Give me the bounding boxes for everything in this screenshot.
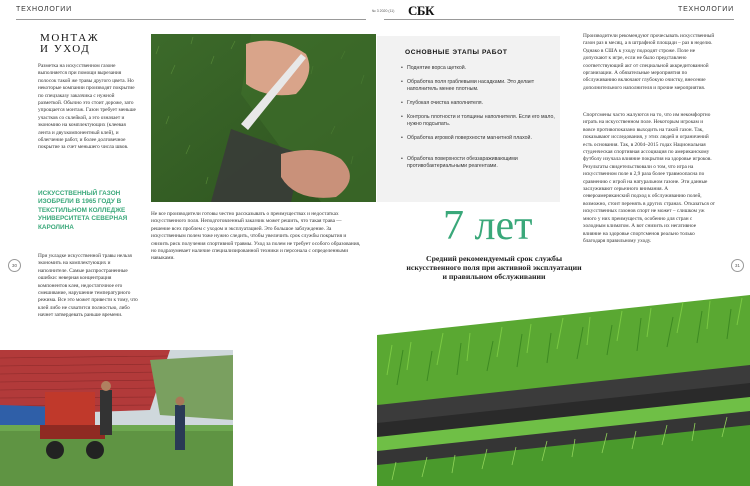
magazine-logo: СБК bbox=[408, 3, 434, 18]
title-line-1: МОНТАЖ bbox=[40, 32, 100, 44]
issue-label: № 3 2020 (11) bbox=[372, 9, 395, 13]
intro-paragraph: Разметка на искусственном газоне выполняется при помощи вырезания полосок такой же травы другого цвета. Но некоторые компании производят покрытие по спецзаказу заказчика с нужной разметкой. Обычно это стоит дороже, зато упрощается монтаж. Газон требует меньше участков со склейкой, а это означает и экономию на комплектующих (клеевая лента и двухкомпонентный клей), и облегчение работ, и более долговечное покрытие за счет меньшего числа швов. bbox=[38, 63, 136, 151]
section-label-left: ТЕХНОЛОГИИ bbox=[16, 6, 72, 13]
header-rule-left bbox=[16, 19, 366, 20]
stat-value: 7 лет bbox=[443, 203, 533, 249]
stage-item: • Контроль плотности и толщины наполнителя. Если его мало, нужно подсыпать. bbox=[407, 114, 555, 127]
col1-bottom-paragraph: При укладке искусственной травы нельзя экономить на комплектующих и наполнителе. Самые распространенные ошибки: неверная концентрация компонентов клея, недостаточное его смешивание, нарушение температурного режима. Все это может привести к тому, что клей либо не схватится полностью, либо начнет затвердевать раньше времени. bbox=[38, 253, 138, 319]
stage-item: • Поднятие ворса щеткой. bbox=[407, 65, 555, 72]
right-col-paragraph-2: Спортсмены часто жалуются на то, что им некомфортно играть на искусственном поле. Некоторым игрокам и вовсе противопоказано выходить на такой газон. Так, показывают исследования, у этих людей и ограничений есть основания. Так, в 2004–2015 годах Национальная студенческая спортивная ассоциация по американскому футболу изучала влияние покрытия на здоровье игроков. Результаты свидетельствовали о том, что игра на искусственном поле в 2,9 раза более травмоопасна по сравнению с игрой на натуральном газоне. Эти данные заслуживают серьезного внимания. А североамериканский подход к обслуживанию полей, возможно, стоит перенять в других странах. Отказаться от искусственных газонов спорт не может – слишком уж много у них преимуществ, особенно для стран с холодным климатом. А вот снизить их негативное влияние на здоровье спортсменов реально только благодаря правильному уходу. bbox=[583, 112, 715, 244]
section-label-right: ТЕХНОЛОГИИ bbox=[678, 6, 734, 13]
title-line-2: И УХОД bbox=[40, 43, 91, 55]
work-stages-box bbox=[377, 36, 560, 202]
stat-caption: Средний рекомендуемый срок службы искусственного поля при активной эксплуатации и правильном обслуживании bbox=[406, 254, 582, 281]
turf-installation-photo bbox=[151, 34, 376, 202]
turf-layers-photo bbox=[377, 295, 750, 486]
right-col-paragraph-1: Производители рекомендуют прочесывать искусственный газон раз в месяц, а в штрафной площади – раз в неделю. Однако в США к уходу подходят строже. Поле не допускают к игре, если не было представлено соответствующий акт от специальной аккредитованной организации. А обязательные мероприятия по обслуживанию включают глубокую очистку, внесение дополнительного наполнителя и прочие мероприятия. bbox=[583, 33, 715, 91]
page-number-right: 31 bbox=[731, 259, 744, 272]
header-rule-right bbox=[384, 19, 734, 20]
stage-item: • Глубокая очистка наполнителя. bbox=[407, 100, 555, 107]
stages-title: ОСНОВНЫЕ ЭТАПЫ РАБОТ bbox=[405, 49, 508, 56]
col2-paragraph: Не все производители готовы честно рассказывать о преимуществах и недостатках искусственного поля. Неподготовленный заказчик может решить, что такая трава — решение всех проблем с уходом и эксплуатацией. Это большое заблуждение. За искусственным полем тоже нужно следить, чтобы увеличить срок службы покрытия и снизить риск получения спортивной травмы. Уход за полем не требует особого образования, но подразумевает наличие специализированной техники и персонала с определенными навыками. bbox=[151, 211, 361, 262]
stage-item: • Обработка поля граблевыми насадками. Это делает наполнитель менее плотным. bbox=[407, 79, 555, 92]
pullquote: ИСКУССТВЕННЫЙ ГАЗОН ИЗОБРЕЛИ В 1965 ГОДУ В ТЕКСТИЛЬНОМ КОЛЛЕДЖЕ УНИВЕРСИТЕТА СЕВЕРНАЯ КАРОЛИНА bbox=[38, 190, 128, 231]
stage-item: • Обработка игровой поверхности магнитной плахой. bbox=[407, 135, 555, 142]
article-title bbox=[40, 33, 110, 55]
stadium-photo bbox=[0, 350, 233, 486]
stage-item: • Обработка поверхности обеззараживающими противобактериальными реагентами. bbox=[407, 156, 555, 169]
page-number-left: 30 bbox=[8, 259, 21, 272]
